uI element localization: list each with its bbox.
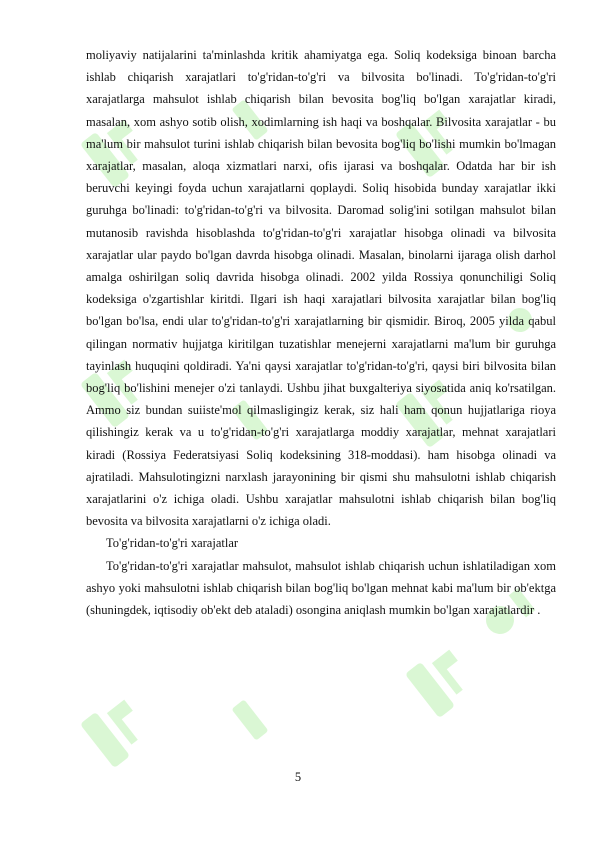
body-paragraph: moliyaviy natijalarini ta'minlashda kritik ahamiyatga ega. Soliq kodeksiga binoan barcha ishlab chiqarish xarajatlari to'g'ridan-to'g'ri va bilvosita bo'linadi. To'g'ridan-to'g'ri xarajatlarga mahsulot ishlab chiqarish bilan bevosita bog'liq bo'lgan xarajatlar kiradi, masalan, xom ashyo sotib olish, xodimlarning ish haqi va boshqalar. Bilvosita xarajatlar - bu ma'lum bir mahsulot turini ishlab chiqarish bilan bevosita bog'liq bo'lishi mumkin bo'lmagan xarajatlar, masalan, aloqa xizmatlari narxi, ofis ijarasi va boshqalar. Odatda har bir ish beruvchi keyingi foyda uchun xarajatlarni qoplaydi. Soliq hisobida bunday xarajatlar ikki guruhga bo'linadi: to'g'ridan-to'g'ri va bilvosita. Daromad solig'ini sotilgan mahsulot bilan mutanosib ravishda hisoblashda to'g'ridan-to'g'ri xarajatlar hisobga olinadi va bilvosita xarajatlar ular paydo bo'lgan davrda hisobga olinadi. Masalan, binolarni ijaraga olish darhol amalga oshirilgan soliq davrida hisobga olinadi. 2002 yilda Rossiya qonunchiligi Soliq kodeksiga o'zgartishlar kiritdi. Ilgari ish haqi xarajatlari bilvosita xarajatlar bilan bog'liq bo'lgan bo'lsa, endi ular to'g'ridan-to'g'ri xarajatlarning bir qismidir. Biroq, 2005 yilda qabul qilingan normativ hujjatga kiritilgan tuzatishlar menejerni xarajatlarni ma'lum bir guruhga tayinlash huquqini qoldiradi. Ya'ni qaysi xarajatlar to'g'ridan-to'g'ri, qaysi biri bilvosita bilan bog'liq bo'lishini menejer o'zi tanlaydi. Ushbu jihat buxgalteriya siyosatida aniq ko'rsatilgan. Ammo siz bundan suiiste'mol qilmasligingiz kerak, siz hali ham qonun hujjatlariga rioya qilishingiz kerak va u to'g'ridan-to'g'ri xarajatlarga moddiy xarajatlar, mehnat xarajatlari kiradi (Rossiya Federatsiyasi Soliq kodeksining 318-moddasi). ham hisobga olinadi va ajratiladi. Mahsulotingizni narxlash jarayonining bir qismi shu mahsulotni ishlab chiqarish xarajatlarini o'z ichiga oladi. Ushbu xarajatlar mahsulotni ishlab chiqarish bilan bog'liq bevosita va bilvosita xarajatlarni o'z ichiga oladi. — [86, 48, 556, 529]
page-number: 5 — [294, 770, 302, 784]
body-paragraph: To'g'ridan-to'g'ri xarajatlar mahsulot, mahsulot ishlab chiqarish uchun ishlatiladigan xom ashyo yoki mahsulotni ishlab chiqarish bilan bog'liq bo'lgan mehnat kabi ma'lum bir ob'ektga (shuningdek, iqtisodiy ob'ekt deb ataladi) osongina aniqlash mumkin bo'lgan xarajatlardir . — [86, 558, 556, 618]
document-body — [86, 44, 556, 621]
section-heading: To'g'ridan-to'g'ri xarajatlar — [106, 536, 239, 551]
